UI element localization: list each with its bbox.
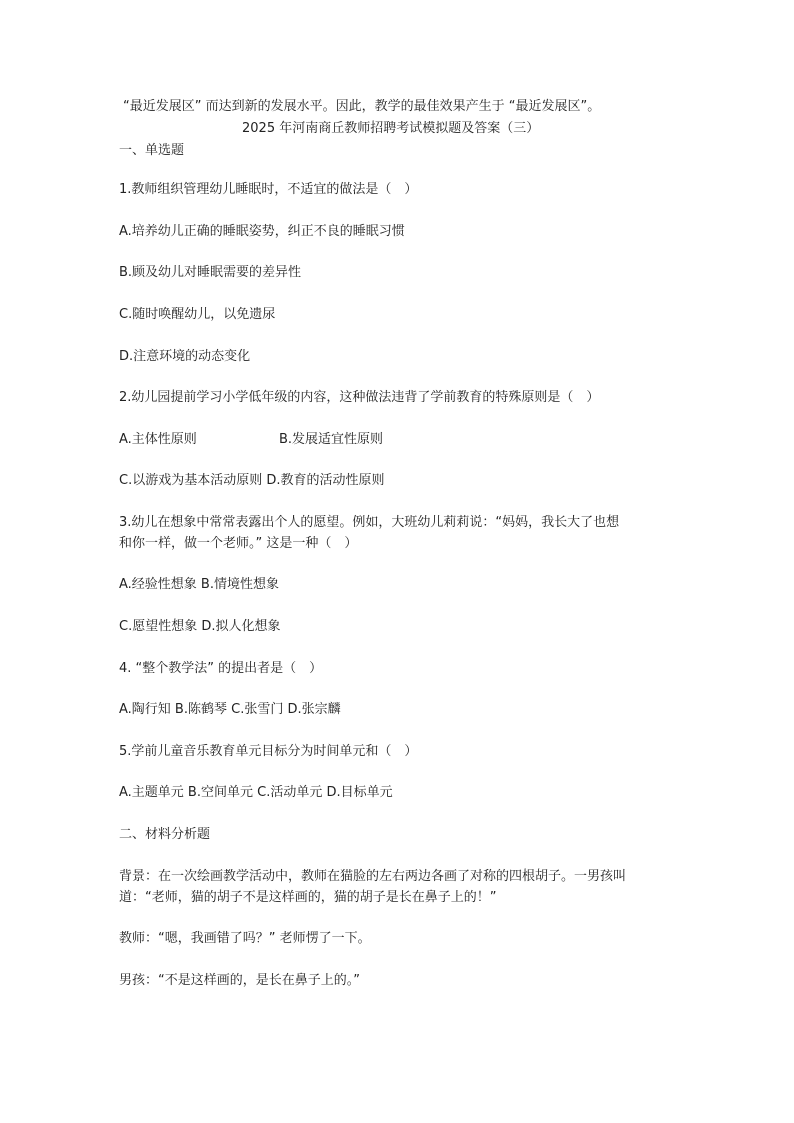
material-boy-line: 男孩：“不是这样画的，是长在鼻子上的。” [119,973,360,988]
question-3-stem-line2: 和你一样，做一个老师。” 这是一种（ ） [119,536,358,551]
question-1-option-b: B.顾及幼儿对睡眠需要的差异性 [119,265,302,280]
question-4-stem: 4. “整个教学法” 的提出者是（ ） [119,661,323,676]
question-4-options: A.陶行知 B.陈鹤琴 C.张雪门 D.张宗麟 [119,702,341,717]
question-3-stem-line1: 3.幼儿在想象中常常表露出个人的愿望。例如，大班幼儿莉莉说：“妈妈，我长大了也想 [119,515,620,530]
question-2-stem: 2.幼儿园提前学习小学低年级的内容，这种做法违背了学前教育的特殊原则是（ ） [119,390,600,405]
material-background-line1: 背景：在一次绘画教学活动中，教师在猫脸的左右两边各画了对称的四根胡子。一男孩叫 [119,869,627,884]
section-heading-single-choice: 一、单选题 [119,143,185,158]
question-1-option-d: D.注意环境的动态变化 [119,349,251,364]
section-heading-material-analysis: 二、材料分析题 [119,827,211,842]
question-3-options-cd: C.愿望性想象 D.拟人化想象 [119,619,281,634]
question-1-stem: 1.教师组织管理幼儿睡眠时，不适宜的做法是（ ） [119,182,418,197]
question-2-option-a: A.主体性原则 [119,432,197,447]
page-title: 2025 年河南商丘教师招聘考试模拟题及答案（三） [242,121,540,136]
question-1-option-a: A.培养幼儿正确的睡眠姿势，纠正不良的睡眠习惯 [119,224,405,239]
question-3-options-ab: A.经验性想象 B.情境性想象 [119,577,279,592]
question-5-stem: 5.学前儿童音乐教育单元目标分为时间单元和（ ） [119,744,418,759]
question-1-option-c: C.随时唤醒幼儿，以免遗尿 [119,307,276,322]
question-2-option-b: B.发展适宜性原则 [279,432,384,447]
material-teacher-line: 教师：“嗯，我画错了吗？” 老师愣了一下。 [119,931,371,946]
intro-line: “最近发展区” 而达到新的发展水平。因此，教学的最佳效果产生于 “最近发展区”。 [123,99,601,114]
question-2-options-cd: C.以游戏为基本活动原则 D.教育的活动性原则 [119,473,385,488]
material-background-line2: 道：“老师，猫的胡子不是这样画的，猫的胡子是长在鼻子上的！” [119,890,497,905]
question-5-options: A.主题单元 B.空间单元 C.活动单元 D.目标单元 [119,785,393,800]
